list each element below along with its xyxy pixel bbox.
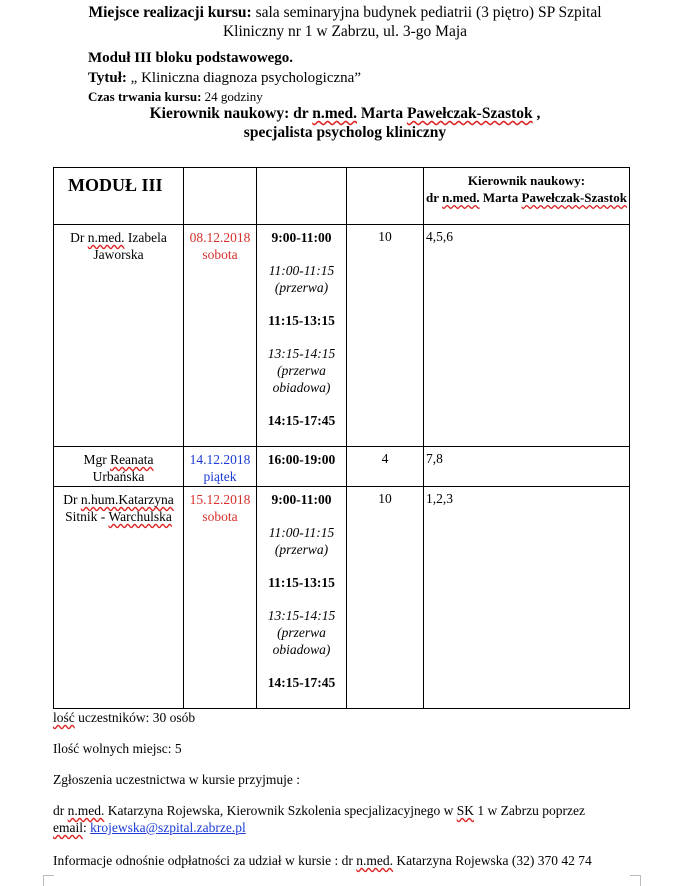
header-supervisor-first: Marta — [479, 190, 522, 205]
header-module: MODUŁ III — [68, 175, 163, 195]
lunch-label-2: obiadowa) — [272, 642, 331, 657]
registration-note: Zgłoszenia uczestnictwa w kursie przyjmuje : — [53, 772, 301, 787]
lecturer-title: Dr — [63, 492, 81, 507]
time-slot-3: 14:15-17:45 — [267, 675, 336, 690]
date-cell — [184, 225, 257, 447]
time-slot-1: 9:00-11:00 — [271, 492, 332, 507]
session-hours: 10 — [378, 491, 392, 506]
session-day: piątek — [203, 469, 237, 484]
lunch-time: 13:15-14:15 — [267, 608, 336, 623]
topics-cell — [424, 225, 630, 447]
contact-paragraph — [53, 802, 631, 836]
header-cell-supervisor — [424, 168, 630, 225]
time-slot-2: 11:15-13:15 — [268, 575, 335, 590]
supervisor-comma: , — [532, 105, 541, 122]
payment-degree: n.med. — [356, 853, 394, 868]
lecturer-cell — [54, 447, 184, 487]
header-cell-hours — [347, 168, 424, 225]
time-slot-1: 16:00-19:00 — [267, 452, 336, 467]
hours-cell — [347, 225, 424, 447]
module-tytul — [88, 69, 361, 88]
header-supervisor-degree: n.med. — [442, 190, 480, 205]
lunch-label-1: (przerwa — [277, 363, 326, 378]
lecturer-surname — [54, 508, 183, 525]
header-supervisor-name — [424, 189, 629, 206]
date-cell — [184, 487, 257, 709]
date-cell — [184, 447, 257, 487]
contact-city: 1 w Zabrzu poprzez — [474, 803, 585, 818]
lecturer-cell — [54, 225, 184, 447]
duration-label: Czas trwania kursu: — [88, 89, 202, 104]
lecturer-first-name: Reanata — [110, 452, 154, 467]
lecturer-title: Mgr — [83, 452, 111, 467]
lecturer-surname-2: Warchulska — [108, 509, 172, 524]
time-cell — [257, 487, 347, 709]
session-hours: 10 — [378, 229, 392, 244]
session-hours: 4 — [381, 451, 389, 466]
session-day: sobota — [202, 247, 238, 262]
contact-prefix: dr — [53, 803, 68, 818]
lecturer-cell — [54, 487, 184, 709]
lecturer-title: Dr — [70, 230, 88, 245]
email-colon: : — [83, 820, 91, 835]
header-cell-time — [257, 168, 347, 225]
lunch-label-2: obiadowa) — [272, 380, 331, 395]
time-slot-3: 14:15-17:45 — [267, 413, 336, 428]
payment-info — [53, 852, 631, 869]
location-label: Miejsce realizacji kursu: — [88, 4, 252, 21]
break-label: (przerwa) — [274, 280, 329, 295]
session-topics: 7,8 — [426, 451, 443, 466]
lecturer-name — [54, 491, 183, 508]
time-cell — [257, 225, 347, 447]
lecturer-surname: Urbańska — [92, 469, 145, 484]
tytul-label: Tytuł: — [88, 70, 127, 86]
page-corner-mark-right — [630, 875, 641, 886]
location-line-2: Kliniczny nr 1 w Zabrzu, ul. 3-go Maja — [222, 23, 468, 40]
tytul-value: „ Kliniczna diagnoza psychologiczna” — [130, 70, 361, 86]
payment-contact: Katarzyna Rojewska (32) 370 42 74 — [393, 853, 592, 868]
lunch-label-1: (przerwa — [277, 625, 326, 640]
table-header-row — [54, 168, 630, 225]
session-day: sobota — [202, 509, 238, 524]
lecturer-degree: n.med. — [87, 230, 125, 245]
header-cell-date — [184, 168, 257, 225]
payment-text: Informacje odnośnie odpłatności za udział w kursie : dr — [53, 853, 357, 868]
header-cell-module — [54, 168, 184, 225]
supervisor-degree: n.med. — [312, 105, 358, 122]
header-supervisor-surname: Pawełczak-Szastok — [521, 190, 627, 205]
break-time: 11:00-11:15 — [268, 263, 335, 278]
session-topics: 1,2,3 — [426, 491, 453, 506]
lecturer-degree-first: n.hum.Katarzyna — [80, 492, 174, 507]
participants-text: uczestników: 30 osób — [74, 710, 196, 725]
participants-word: lość — [53, 710, 75, 725]
session-date: 15.12.2018 — [189, 492, 251, 507]
free-places: Ilość wolnych miejsc: 5 — [53, 741, 182, 756]
header-supervisor-prefix: dr — [426, 190, 443, 205]
topics-cell — [424, 447, 630, 487]
time-slot-2: 11:15-13:15 — [268, 313, 335, 328]
lecturer-first-name: Izabela — [124, 230, 167, 245]
table-row — [54, 447, 630, 487]
email-label: email — [53, 820, 83, 835]
location-line-1 — [0, 3, 690, 22]
email-link[interactable]: krojewska@szpital.zabrze.pl — [90, 820, 246, 835]
participants-count — [53, 709, 631, 726]
break-time: 11:00-11:15 — [268, 525, 335, 540]
schedule-table — [53, 167, 630, 709]
table-row — [54, 487, 630, 709]
break-label: (przerwa) — [274, 542, 329, 557]
session-date: 08.12.2018 — [189, 230, 251, 245]
supervisor-line-2: specjalista psycholog kliniczny — [243, 124, 447, 141]
lunch-time: 13:15-14:15 — [267, 346, 336, 361]
contact-degree: n.med. — [67, 803, 105, 818]
time-slot-1: 9:00-11:00 — [271, 230, 332, 245]
supervisor-line-1 — [0, 104, 690, 123]
supervisor-surname: Pawełczak-Szastok — [406, 105, 533, 122]
topics-cell — [424, 487, 630, 709]
lecturer-surname-1: Sitnik - — [65, 509, 109, 524]
lecturer-name — [54, 229, 183, 246]
lecturer-name — [54, 451, 183, 468]
header-supervisor-label: Kierownik naukowy: — [467, 173, 586, 188]
duration-value: 24 godziny — [204, 89, 263, 104]
lecturer-surname: Jaworska — [93, 247, 144, 262]
location-text-1: sala seminaryjna budynek pediatrii (3 piętro) SP Szpital — [255, 4, 602, 21]
hours-cell — [347, 487, 424, 709]
supervisor-first-name: Marta — [357, 105, 407, 122]
page-corner-mark-left — [43, 875, 54, 886]
table-row — [54, 225, 630, 447]
time-cell — [257, 447, 347, 487]
contact-text: Katarzyna Rojewska, Kierownik Szkolenia specjalizacyjnego w — [104, 803, 457, 818]
contact-sk: SK — [456, 803, 475, 818]
session-date: 14.12.2018 — [189, 452, 251, 467]
module-title: Moduł III bloku podstawowego. — [88, 50, 294, 66]
session-topics: 4,5,6 — [426, 229, 453, 244]
hours-cell — [347, 447, 424, 487]
supervisor-prefix: Kierownik naukowy: dr — [149, 105, 313, 122]
